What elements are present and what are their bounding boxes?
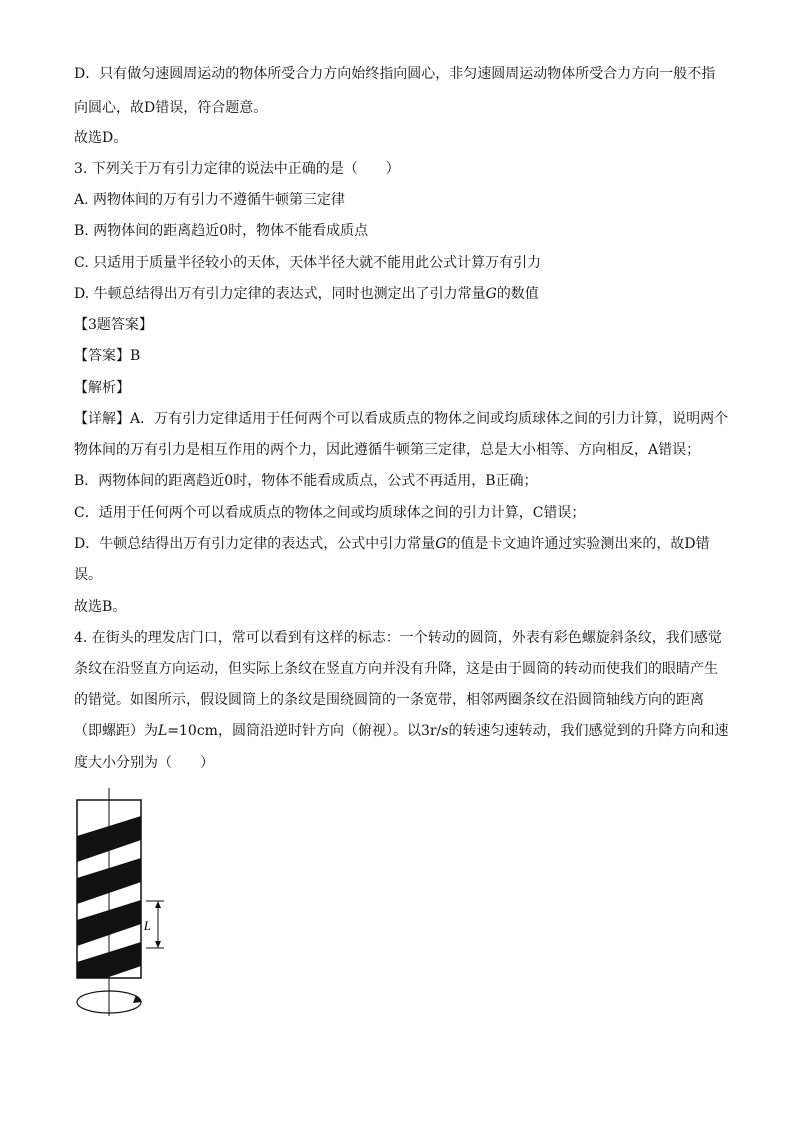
q4-stem-line4 (74, 721, 728, 741)
q3-detail-d-var: G (435, 536, 447, 552)
q3-option-d-suffix: 的数值 (496, 286, 539, 302)
q3-detail-d-line1 (74, 534, 710, 554)
q3-option-d (74, 284, 539, 304)
q3-answer: 【答案】B (74, 348, 141, 364)
q4-line4-a: （即螺距）为 (74, 723, 158, 739)
q3-answer-title: 【3题答案】 (74, 317, 153, 333)
q3-option-b: B. 两物体间的距离趋近0时，物体不能看成质点 (74, 223, 369, 239)
q4-line4-c: 的转速匀速转动，我们感觉到的升降方向和速 (448, 723, 729, 739)
dimension-arrow-up-icon (155, 901, 161, 908)
q4-stem-line3: 的错觉。如图所示，假设圆筒上的条纹是围绕圆筒的一条宽带，相邻两圈条纹在沿圆筒轴线方向的距离 (74, 692, 704, 708)
q4-stem-line5: 度大小分别为（ ） (74, 755, 214, 771)
q3-detail-d-suffix: 的值是卡文迪许通过实验测出来的，故D错 (446, 536, 710, 552)
q3-analysis-title: 【解析】 (74, 380, 130, 396)
q3-detail-a-line2: 物体间的万有引力是相互作用的两个力，因此遵循牛顿第三定律，总是大小相等、方向相反，A错误； (74, 442, 701, 458)
q3-option-c: C. 只适用于质量半径较小的天体，天体半径大就不能用此公式计算万有引力 (74, 255, 542, 271)
q4-line4-var: L (158, 723, 168, 739)
q3-detail-d-line2: 误。 (74, 567, 102, 583)
barber-pole-figure (66, 788, 176, 1020)
q4-line4-b: =10cm，圆筒沿逆时针方向（俯视）。以3r/ (167, 723, 442, 739)
q3-stem: 3. 下列关于万有引力定律的说法中正确的是（ ） (74, 161, 400, 177)
q3-detail-d-prefix: D．牛顿总结得出万有引力定律的表达式，公式中引力常量 (74, 536, 436, 552)
q2-option-d-line1: D．只有做匀速圆周运动的物体所受合力方向始终指向圆心，非匀速圆周运动物体所受合力方向一般不指 (74, 66, 716, 82)
q4-stem-line2: 条纹在沿竖直方向运动，但实际上条纹在竖直方向并没有升降，这是由于圆筒的转动而使我们的眼睛产生 (74, 661, 718, 677)
figure-label-l: L (143, 918, 151, 933)
q3-option-a: A. 两物体间的万有引力不遵循牛顿第三定律 (74, 192, 346, 208)
q2-option-d-line2: 向圆心，故D错误，符合题意。 (74, 100, 268, 116)
q3-detail-a-line1: 【详解】A．万有引力定律适用于任何两个可以看成质点的物体之间或均质球体之间的引力计算，说明两个 (74, 411, 729, 427)
q4-stem-line1: 4. 在街头的理发店门口，常可以看到有这样的标志：一个转动的圆筒，外表有彩色螺旋斜条纹，我们感觉 (74, 630, 722, 646)
q3-option-d-var: G (485, 286, 497, 302)
q4-line4-s: s (441, 723, 449, 739)
rotation-arrow-icon (133, 995, 142, 1003)
dimension-arrow-down-icon (155, 941, 161, 948)
q3-option-d-prefix: D. 牛顿总结得出万有引力定律的表达式，同时也测定出了引力常量 (74, 286, 486, 302)
q3-detail-b: B．两物体间的距离趋近0时，物体不能看成质点，公式不再适用，B正确； (74, 473, 538, 489)
q3-detail-c: C．适用于任何两个可以看成质点的物体之间或均质球体之间的引力计算，C错误； (74, 505, 586, 521)
q2-conclusion: 故选D。 (74, 130, 128, 146)
q3-conclusion: 故选B。 (74, 599, 127, 615)
